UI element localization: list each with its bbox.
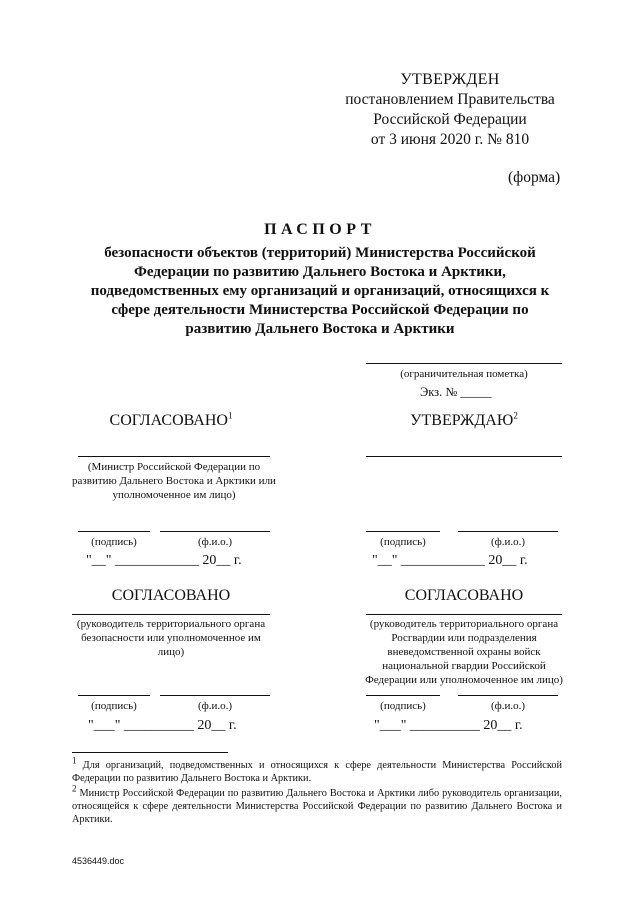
bottom-right-name-line [458, 695, 558, 696]
top-right-signature-label: (подпись) [380, 536, 426, 548]
bottom-right-caption: (руководитель территориального органа Росгвардии или подразделения вневедомственной охраны войск национальной гвардии Российской Федерации или уполномоченное им лицо) [365, 618, 563, 686]
top-left-signature-label: (подпись) [91, 536, 137, 548]
approval-block [330, 70, 570, 150]
footnote-2-text: Министр Российской Федерации по развитию Дальнего Востока и Арктики либо руководитель организации, относящейся к сфере деятельности Министерства Российской Федерации по развитию Дальнего Востока и Арктики. [72, 788, 562, 825]
footnote-separator [72, 752, 228, 753]
footnote-1 [72, 755, 563, 785]
top-right-date: "__" ____________ 20__ г. [372, 553, 528, 568]
approval-line-3: от 3 июня 2020 г. № 810 [370, 131, 530, 148]
bottom-left-name-line [160, 695, 270, 696]
bottom-left-date: "___" __________ 20__ г. [88, 718, 237, 733]
footnote-1-text: Для организаций, подведомственных и относящихся к сфере деятельности Министерства Российской Федерации по развитию Дальнего Востока и Арктики. [72, 760, 563, 784]
bottom-right-signature-label: (подпись) [380, 700, 426, 712]
passport-title: ПАСПОРТ [264, 221, 376, 238]
top-left-line [78, 456, 270, 457]
bottom-left-heading: СОГЛАСОВАНО [111, 587, 231, 604]
restriction-line [366, 363, 562, 364]
top-right-line [366, 456, 562, 457]
footnote-2-mark: 2 [72, 783, 77, 794]
bottom-right-signature-line [366, 695, 440, 696]
approval-line-1: постановлением Правительства [345, 91, 555, 108]
top-left-name-line [160, 531, 270, 532]
bottom-left-line [72, 614, 270, 615]
bottom-right-line [366, 614, 562, 615]
top-right-name-label: (ф.и.о.) [490, 536, 526, 548]
bottom-right-heading: СОГЛАСОВАНО [404, 587, 524, 604]
footnote-1-mark: 1 [72, 755, 77, 766]
top-left-name-label: (ф.и.о.) [197, 536, 233, 548]
top-right-signature-line [366, 531, 440, 532]
top-right-heading-text: УТВЕРЖДАЮ [410, 412, 514, 429]
passport-subtitle: безопасности объектов (территорий) Министерства Российской Федерации по развитию Дальнего Востока и Арктики, подведомственных ему организаций и организаций, относящихся к сфере деятельности Министерства Российской Федерации по развитию Дальнего Востока и Арктики [90, 245, 550, 337]
restriction-caption: (ограничительная пометка) [400, 368, 528, 380]
top-right-name-line [458, 531, 558, 532]
approval-title: УТВЕРЖДЕН [400, 71, 500, 88]
bottom-left-caption: (руководитель территориального органа безопасности или уполномоченное им лицо) [76, 618, 266, 658]
footnote-mark-2: 2 [513, 410, 518, 421]
bottom-left-signature-label: (подпись) [91, 700, 137, 712]
bottom-right-date: "___" __________ 20__ г. [374, 718, 523, 733]
top-left-heading-text: СОГЛАСОВАНО [109, 412, 228, 429]
top-left-heading [72, 412, 270, 430]
top-left-date: "__" ____________ 20__ г. [86, 553, 242, 568]
footnote-2 [72, 783, 562, 826]
top-left-caption: (Министр Российской Федерации по развитию Дальнего Востока и Арктики или уполномоченное им лицо) [72, 461, 276, 501]
bottom-left-signature-line [78, 695, 150, 696]
footnote-mark-1: 1 [227, 410, 233, 421]
form-label: (форма) [508, 169, 561, 186]
top-right-heading [366, 412, 562, 430]
approval-line-2: Российской Федерации [373, 111, 527, 128]
document-id: 4536449.doc [72, 856, 125, 866]
footnotes [72, 755, 563, 828]
top-left-signature-line [78, 531, 150, 532]
bottom-left-name-label: (ф.и.о.) [197, 700, 233, 712]
copy-number-label: Экз. № _____ [420, 385, 492, 399]
bottom-right-name-label: (ф.и.о.) [490, 700, 526, 712]
